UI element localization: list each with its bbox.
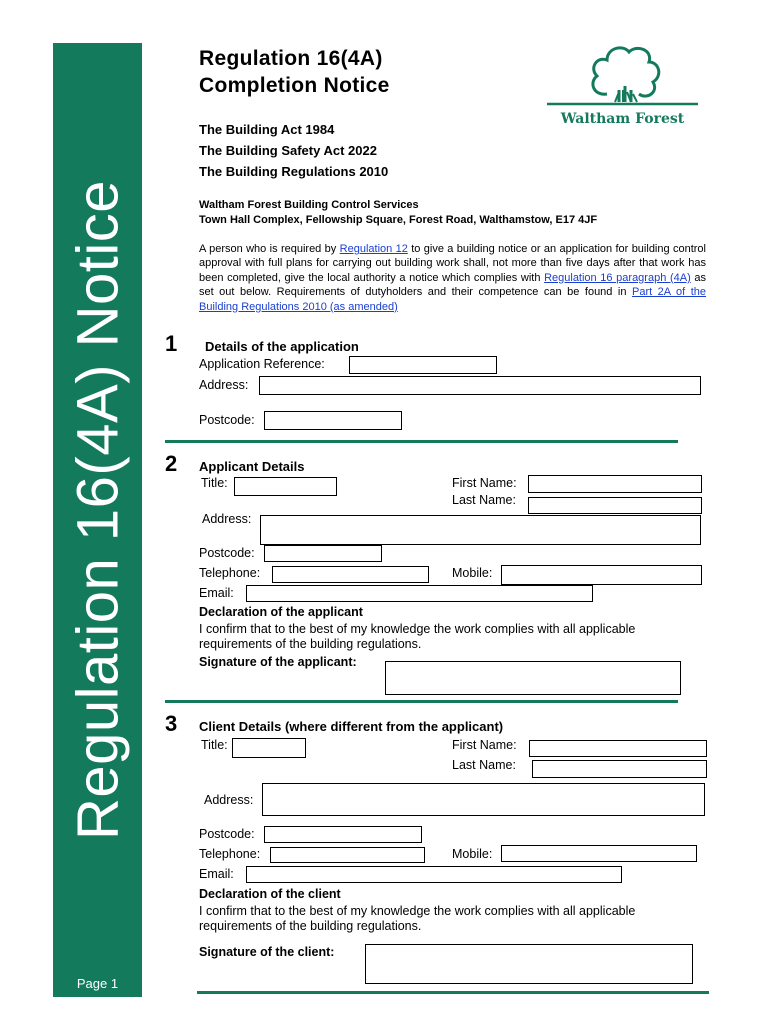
client-signature-label: Signature of the client: bbox=[199, 945, 335, 959]
client-telephone-label: Telephone: bbox=[199, 847, 261, 861]
act-line: The Building Act 1984 bbox=[199, 122, 335, 137]
page-title bbox=[199, 45, 390, 99]
section-2-number: 2 bbox=[165, 451, 178, 476]
section-3-title: Client Details (where different from the applicant) bbox=[199, 719, 504, 734]
application-reference-label: Application Reference: bbox=[199, 357, 325, 371]
applicant-signature-input[interactable] bbox=[385, 661, 681, 695]
office-street: Town Hall Complex, Fellowship Square, Forest Road, Walthamstow, E17 4JF bbox=[199, 214, 598, 226]
regulation-12-link[interactable]: Regulation 12 bbox=[339, 243, 408, 255]
applicant-mobile-input[interactable] bbox=[501, 565, 702, 585]
intro-text: A person who is required by bbox=[199, 243, 340, 255]
title-line-1: Regulation 16(4A) bbox=[199, 47, 383, 70]
client-postcode-input[interactable] bbox=[264, 826, 422, 843]
section-2-title: Applicant Details bbox=[199, 459, 305, 474]
applicant-address-input[interactable] bbox=[260, 515, 701, 545]
client-mobile-input[interactable] bbox=[501, 845, 697, 862]
sidebar-title: Regulation 16(4A) Notice bbox=[65, 179, 131, 841]
client-mobile-label: Mobile: bbox=[452, 847, 493, 861]
application-postcode-label: Postcode: bbox=[199, 413, 255, 427]
intro-paragraph bbox=[199, 242, 706, 314]
client-first-name-label: First Name: bbox=[452, 738, 517, 752]
applicant-first-name-input[interactable] bbox=[528, 475, 702, 493]
part-2a-link[interactable]: Part 2A of the Building Regulations 2010 (as amended) bbox=[199, 286, 707, 313]
act-line: The Building Safety Act 2022 bbox=[199, 143, 377, 158]
applicant-last-name-input[interactable] bbox=[528, 497, 702, 514]
client-last-name-label: Last Name: bbox=[452, 758, 516, 772]
applicant-postcode-label: Postcode: bbox=[199, 546, 255, 560]
client-email-label: Email: bbox=[199, 867, 234, 881]
client-telephone-input[interactable] bbox=[270, 847, 425, 863]
section-3-number: 3 bbox=[165, 711, 178, 736]
application-postcode-input[interactable] bbox=[264, 411, 402, 430]
applicant-email-input[interactable] bbox=[246, 585, 593, 602]
office-name: Waltham Forest Building Control Services bbox=[199, 199, 419, 211]
client-address-input[interactable] bbox=[262, 783, 705, 816]
applicant-telephone-input[interactable] bbox=[272, 566, 429, 583]
client-title-label: Title: bbox=[201, 738, 228, 752]
intro-text: to give a building notice or an application for building control approval with full plans for carrying out building work shall, not more than five days after that work has been completed, give the local authority a notice which complies with bbox=[199, 243, 706, 284]
applicant-telephone-label: Telephone: bbox=[199, 566, 261, 580]
client-title-input[interactable] bbox=[232, 738, 306, 758]
client-address-label: Address: bbox=[204, 793, 254, 807]
intro-text: as set out below. Requirements of dutyholders and their competence can be found in bbox=[199, 271, 706, 299]
application-reference-input[interactable] bbox=[349, 356, 497, 374]
applicant-declaration-title: Declaration of the applicant bbox=[199, 605, 363, 619]
section-divider bbox=[165, 440, 678, 443]
applicant-mobile-label: Mobile: bbox=[452, 566, 493, 580]
applicant-last-name-label: Last Name: bbox=[452, 493, 516, 507]
applicant-title-input[interactable] bbox=[234, 477, 337, 496]
section-divider bbox=[165, 700, 678, 703]
application-address-label: Address: bbox=[199, 378, 249, 392]
client-declaration-text: I confirm that to the best of my knowledge the work complies with all applicable requirements of the building regulations. bbox=[199, 904, 636, 933]
applicant-title-label: Title: bbox=[201, 476, 228, 490]
applicant-first-name-label: First Name: bbox=[452, 476, 517, 490]
regulation-16-link[interactable]: Regulation 16 paragraph (4A) bbox=[544, 271, 691, 284]
acts-list bbox=[199, 119, 388, 182]
client-first-name-input[interactable] bbox=[529, 740, 707, 757]
office-address bbox=[199, 198, 597, 228]
client-postcode-label: Postcode: bbox=[199, 827, 255, 841]
section-divider bbox=[197, 991, 709, 994]
client-email-input[interactable] bbox=[246, 866, 622, 883]
client-signature-input[interactable] bbox=[365, 944, 693, 984]
applicant-postcode-input[interactable] bbox=[264, 545, 382, 562]
applicant-signature-label: Signature of the applicant: bbox=[199, 655, 357, 669]
act-line: The Building Regulations 2010 bbox=[199, 164, 389, 179]
applicant-email-label: Email: bbox=[199, 586, 234, 600]
title-line-2: Completion Notice bbox=[199, 74, 390, 97]
logo-text: Waltham Forest bbox=[560, 111, 685, 127]
section-1-title: Details of the application bbox=[205, 339, 359, 354]
applicant-address-label: Address: bbox=[202, 512, 252, 526]
client-last-name-input[interactable] bbox=[532, 760, 707, 778]
applicant-declaration-text: I confirm that to the best of my knowledge the work complies with all applicable requirements of the building regulations. bbox=[199, 622, 636, 651]
application-address-input[interactable] bbox=[259, 376, 701, 395]
client-declaration-title: Declaration of the client bbox=[199, 887, 341, 901]
page-number: Page 1 bbox=[76, 976, 119, 991]
section-1-number: 1 bbox=[165, 331, 178, 356]
